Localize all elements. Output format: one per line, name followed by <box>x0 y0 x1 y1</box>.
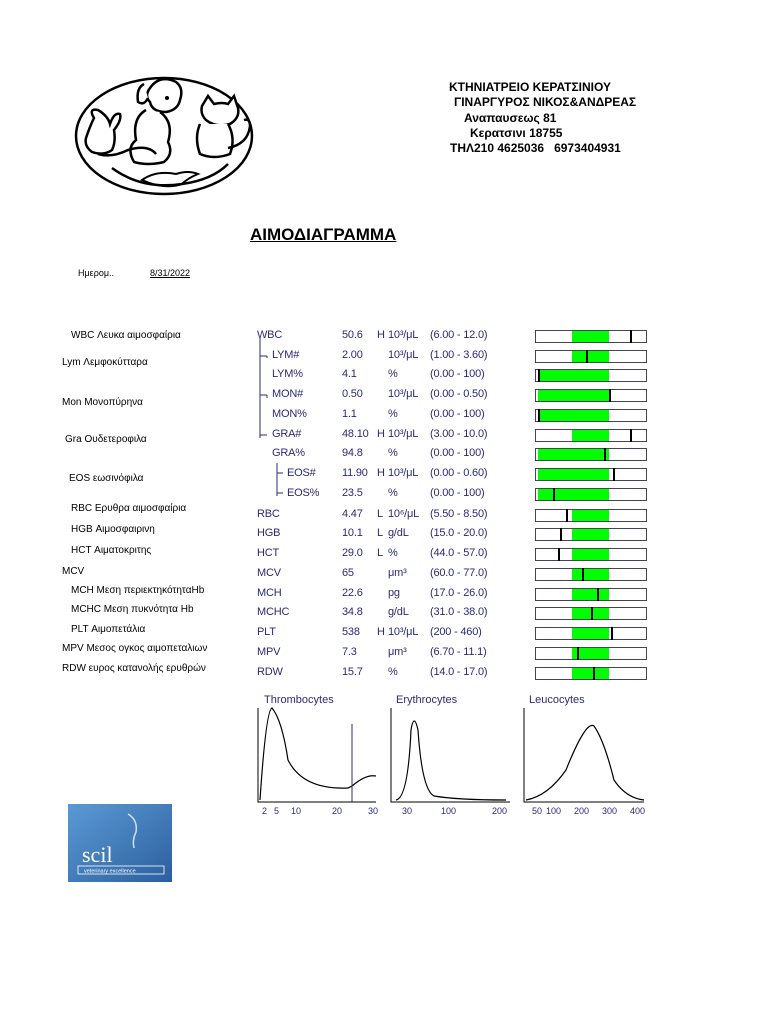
range-bar-fill <box>572 351 608 362</box>
range-bar <box>535 468 647 481</box>
result-range: (0.00 - 100) <box>430 447 485 459</box>
result-range: (1.00 - 3.60) <box>430 349 488 361</box>
result-row <box>255 665 647 683</box>
result-row <box>255 486 647 504</box>
result-value: 4.47 <box>342 508 363 520</box>
range-bar <box>535 568 647 581</box>
value-marker <box>613 468 615 481</box>
result-value: 10.1 <box>342 527 363 539</box>
result-flag: L <box>377 547 383 559</box>
hist-tick: 100 <box>546 806 562 816</box>
value-marker <box>630 429 632 442</box>
result-value: 94.8 <box>342 447 363 459</box>
result-value: 15.7 <box>342 666 363 678</box>
result-value: 29.0 <box>342 547 363 559</box>
result-unit: μm³ <box>388 646 407 658</box>
result-unit: 10³/μL <box>388 388 419 400</box>
label-gra: Gra Ουδετεροφιλα <box>65 434 147 445</box>
result-unit: 10⁶/μL <box>388 508 420 520</box>
date-label: Ημερομ.. <box>78 268 115 278</box>
value-marker <box>604 448 606 461</box>
label-rdw: RDW ευρος κατανολής ερυθρών <box>62 663 206 674</box>
thrombocytes-curve <box>260 708 376 800</box>
label-wbc: WBC Λευκα αιμοσφαίρια <box>71 330 181 341</box>
result-name: PLT <box>257 626 276 638</box>
result-name: RDW <box>257 666 283 678</box>
value-marker <box>566 509 568 522</box>
range-bar-fill <box>572 569 608 580</box>
result-range: (14.0 - 17.0) <box>430 666 488 678</box>
result-unit: % <box>388 447 398 459</box>
result-row <box>255 466 647 484</box>
result-value: 34.8 <box>342 606 363 618</box>
result-value: 2.00 <box>342 349 363 361</box>
range-bar-fill <box>538 469 608 480</box>
result-row <box>255 507 647 525</box>
value-marker <box>611 627 613 640</box>
result-name: HGB <box>257 527 281 539</box>
result-range: (44.0 - 57.0) <box>430 547 488 559</box>
range-bar-fill <box>538 449 608 460</box>
value-marker <box>538 369 540 382</box>
clinic-name: ΚΤΗΝΙΑΤΡΕΙΟ ΚΕΡΑΤΣΙΝΙΟΥ <box>449 80 611 94</box>
scil-tagline: veterinary excellence <box>84 868 136 875</box>
range-bar <box>535 488 647 501</box>
range-bar-fill <box>572 331 608 342</box>
result-name: MON# <box>272 388 303 400</box>
erythrocytes-curve <box>396 721 506 800</box>
range-bar <box>535 448 647 461</box>
label-mcv: MCV <box>62 566 85 577</box>
label-mpv: MPV Μεσος ογκος αιμοπεταλιων <box>62 643 208 654</box>
label-eos: EOS εωσινόφιλα <box>69 473 144 484</box>
result-row <box>255 446 647 464</box>
hist-tick: 30 <box>402 806 413 816</box>
result-range: (5.50 - 8.50) <box>430 508 488 520</box>
result-unit: % <box>388 487 398 499</box>
range-bar <box>535 667 647 680</box>
hist-title-thrombocytes: Thrombocytes <box>264 694 334 706</box>
hist-tick: 300 <box>602 806 618 816</box>
date-value: 8/31/2022 <box>150 268 191 278</box>
result-range: (17.0 - 26.0) <box>430 587 488 599</box>
result-name: GRA% <box>272 447 305 459</box>
result-unit: pg <box>388 587 400 599</box>
value-marker <box>560 528 562 541</box>
page-title: ΑΙΜΟΔΙΑΓΡΑΜΜΑ <box>250 225 397 244</box>
result-range: (0.00 - 0.60) <box>430 467 488 479</box>
range-bar <box>535 607 647 620</box>
result-value: 50.6 <box>342 329 363 341</box>
hist-tick: 20 <box>332 806 343 816</box>
result-row <box>255 526 647 544</box>
result-name: MCH <box>257 587 282 599</box>
result-name: GRA# <box>272 428 302 440</box>
result-row <box>255 645 647 663</box>
result-name: WBC <box>257 329 283 341</box>
clinic-animals-logo <box>72 68 257 198</box>
value-marker <box>591 607 593 620</box>
clinic-address: Αναπαυσεως 81 <box>464 111 557 125</box>
result-row <box>255 427 647 445</box>
result-unit: g/dL <box>388 606 409 618</box>
result-name: HCT <box>257 547 280 559</box>
result-row <box>255 407 647 425</box>
value-marker <box>553 488 555 501</box>
result-unit: % <box>388 666 398 678</box>
result-value: 4.1 <box>342 368 357 380</box>
range-bar-fill <box>572 430 608 441</box>
result-value: 23.5 <box>342 487 363 499</box>
range-bar-fill <box>572 668 608 679</box>
label-hct: HCT Αιματοκριτης <box>71 545 152 556</box>
result-row <box>255 566 647 584</box>
result-range: (200 - 460) <box>430 626 482 638</box>
clinic-phone: ΤΗΛ210 4625036 6973404931 <box>450 141 621 155</box>
label-rbc: RBC Ερυθρα αιμοσφαίρια <box>71 503 187 514</box>
range-bar-fill <box>538 370 608 381</box>
scil-logo <box>68 804 172 882</box>
range-bar <box>535 389 647 402</box>
result-row <box>255 387 647 405</box>
result-name: MPV <box>257 646 281 658</box>
result-flag: L <box>377 527 383 539</box>
result-row <box>255 605 647 623</box>
range-bar-fill <box>572 589 608 600</box>
label-mchc: MCHC Μεση πυκνότητα Hb <box>71 604 194 615</box>
result-unit: % <box>388 368 398 380</box>
range-bar-fill <box>538 410 608 421</box>
result-value: 11.90 <box>342 467 368 479</box>
range-bar-fill <box>572 628 608 639</box>
result-value: 7.3 <box>342 646 357 658</box>
result-flag: H <box>377 329 385 341</box>
label-lym: Lym Λεμφοκύτταρα <box>62 357 148 368</box>
result-unit: μm³ <box>388 567 407 579</box>
result-range: (31.0 - 38.0) <box>430 606 488 618</box>
result-name: EOS% <box>287 487 320 499</box>
hist-tick: 100 <box>441 806 457 816</box>
range-bar-fill <box>538 390 608 401</box>
result-flag: H <box>377 626 385 638</box>
value-marker <box>630 330 632 343</box>
result-name: MCV <box>257 567 281 579</box>
result-unit: 10³/μL <box>388 467 419 479</box>
result-unit: 10³/μL <box>388 428 419 440</box>
result-range: (0.00 - 100) <box>430 368 485 380</box>
result-row <box>255 546 647 564</box>
result-name: LYM# <box>272 349 300 361</box>
value-marker <box>558 548 560 561</box>
result-flag: H <box>377 467 385 479</box>
hist-tick: 2 <box>262 806 268 816</box>
hist-tick: 10 <box>291 806 302 816</box>
result-name: MCHC <box>257 606 290 618</box>
hist-title-leucocytes: Leucocytes <box>529 694 585 706</box>
leucocytes-curve <box>526 725 644 800</box>
hist-tick: 50 <box>532 806 543 816</box>
value-marker <box>538 409 540 422</box>
result-row <box>255 328 647 346</box>
range-bar-fill <box>572 510 608 521</box>
label-mon: Mon Μονοπύρηνα <box>62 397 143 408</box>
range-bar <box>535 429 647 442</box>
value-marker <box>593 667 595 680</box>
result-unit: 10³/μL <box>388 329 419 341</box>
result-unit: 10³/μL <box>388 349 419 361</box>
result-row <box>255 625 647 643</box>
range-bar <box>535 548 647 561</box>
result-range: (6.00 - 12.0) <box>430 329 488 341</box>
range-bar <box>535 528 647 541</box>
result-range: (15.0 - 20.0) <box>430 527 488 539</box>
result-value: 0.50 <box>342 388 363 400</box>
result-range: (60.0 - 77.0) <box>430 567 488 579</box>
label-mch: MCH Μεση περιεκτηκότηταHb <box>71 585 205 596</box>
value-marker <box>597 588 599 601</box>
result-flag: L <box>377 508 383 520</box>
range-bar-fill <box>572 529 608 540</box>
result-name: LYM% <box>272 368 303 380</box>
result-unit: % <box>388 408 398 420</box>
clinic-city: Κερατσινι 18755 <box>470 126 563 140</box>
range-bar <box>535 369 647 382</box>
hist-title-erythrocytes: Erythrocytes <box>396 694 458 706</box>
range-bar <box>535 509 647 522</box>
result-unit: g/dL <box>388 527 409 539</box>
range-bar <box>535 627 647 640</box>
range-bar-fill <box>538 489 608 500</box>
result-value: 1.1 <box>342 408 357 420</box>
hist-tick: 30 <box>368 806 379 816</box>
result-range: (6.70 - 11.1) <box>430 646 487 658</box>
histogram-panel <box>248 690 653 818</box>
value-marker <box>577 647 579 660</box>
label-plt: PLT Αιμοπετάλια <box>71 624 146 635</box>
result-value: 538 <box>342 626 360 638</box>
result-range: (0.00 - 0.50) <box>430 388 488 400</box>
result-row <box>255 367 647 385</box>
range-bar <box>535 350 647 363</box>
result-unit: % <box>388 547 398 559</box>
scil-brand: scil <box>82 842 113 867</box>
range-bar <box>535 647 647 660</box>
range-bar <box>535 330 647 343</box>
range-bar-fill <box>572 549 608 560</box>
hist-tick: 200 <box>574 806 590 816</box>
hist-tick: 400 <box>630 806 646 816</box>
result-range: (0.00 - 100) <box>430 487 485 499</box>
range-bar <box>535 588 647 601</box>
result-unit: 10³/μL <box>388 626 419 638</box>
result-name: RBC <box>257 508 280 520</box>
result-flag: H <box>377 428 385 440</box>
value-marker <box>609 389 611 402</box>
result-value: 65 <box>342 567 354 579</box>
value-marker <box>582 568 584 581</box>
value-marker <box>586 350 588 363</box>
hist-tick: 5 <box>274 806 280 816</box>
result-range: (0.00 - 100) <box>430 408 485 420</box>
label-hgb: HGB Αιμοσφαιρινη <box>71 524 155 535</box>
result-row <box>255 586 647 604</box>
hist-tick: 200 <box>492 806 508 816</box>
result-name: EOS# <box>287 467 316 479</box>
clinic-doctors: ΓΙΝΑΡΓΥΡΟΣ ΝΙΚΟΣ&ΑΝΔΡΕΑΣ <box>454 95 637 109</box>
result-name: MON% <box>272 408 307 420</box>
result-value: 48.10 <box>342 428 369 440</box>
range-bar <box>535 409 647 422</box>
result-range: (3.00 - 10.0) <box>430 428 488 440</box>
result-row <box>255 348 647 366</box>
result-value: 22.6 <box>342 587 363 599</box>
